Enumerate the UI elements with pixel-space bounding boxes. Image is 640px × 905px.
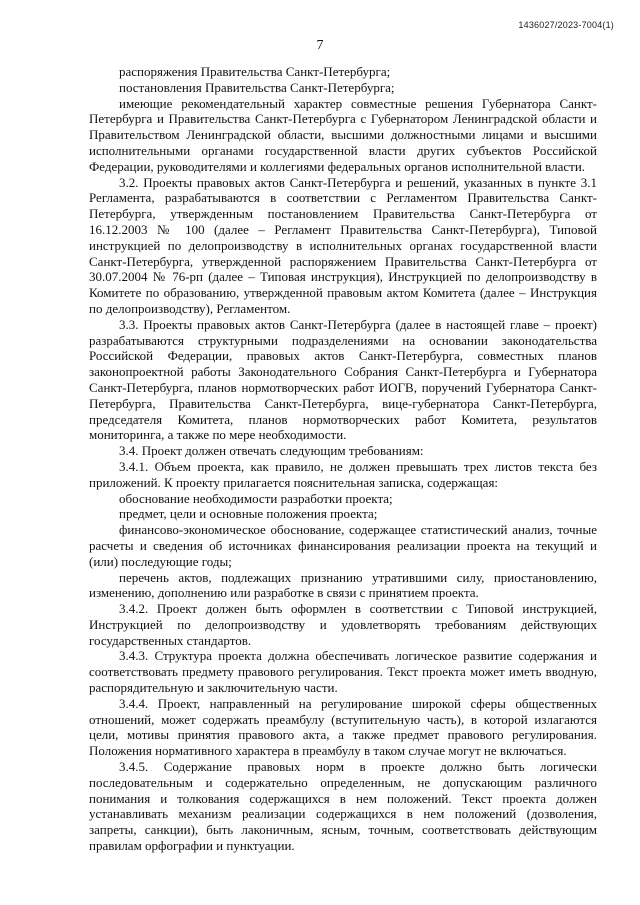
- paragraph: финансово-экономическое обоснование, содержащее статистический анализ, точные расчеты и сведения об источниках финансирования реализации проекта на текущий и (или) последующие годы;: [89, 522, 597, 569]
- paragraph: 3.3. Проекты правовых актов Санкт-Петербурга (далее в настоящей главе – проект) разрабатываются структурными подразделениями на основании законодательства Российской Федерации, правовых актов Санкт-Петербурга, совместных планов законопроектной работы Законодательного Собрания Санкт-Петербурга и Губернатора Санкт-Петербурга, планов нормотворческих работ ИОГВ, поручений Губернатора Санкт-Петербурга, Правительства Санкт-Петербурга, вице-губернатора Санкт-Петербурга, председателя Комитета, планов нормотворческих работ Комитета, результатов мониторинга, а также по мере необходимости.: [89, 316, 597, 443]
- paragraph: предмет, цели и основные положения проекта;: [119, 506, 378, 522]
- paragraph: 3.2. Проекты правовых актов Санкт-Петербурга и решений, указанных в пункте 3.1 Регламента, разрабатываются в соответствии с Регламентом Правительства Санкт-Петербурга, утвержденным постановлением Правительства Санкт-Петербурга от 16.12.2003 № 100 (далее – Регламент Правительства Санкт-Петербурга), Типовой инструкцией по делопроизводству в исполнительных органах государственной власти Санкт-Петербурга, утвержденной распоряжением Правительства Санкт-Петербурга от 30.07.2004 № 76-рп (далее – Типовая инструкция), Инструкцией по делопроизводству в Комитете по образованию, утвержденной правовым актом Комитета (далее – Инструкция по делопроизводству), Регламентом.: [89, 174, 597, 316]
- paragraph: перечень актов, подлежащих признанию утратившими силу, приостановлению, изменению, дополнению или разработке в связи с принятием проекта.: [89, 569, 597, 601]
- paragraph: имеющие рекомендательный характер совместные решения Губернатора Санкт-Петербурга и Правительства Санкт-Петербурга с Губернатором Ленинградской области и Правительством Ленинградской области, высшими должностными лицами и высшими исполнительными органами государственной власти других субъектов Российской Федерации, руководителями и коллегиями федеральных органов исполнительной власти.: [89, 95, 597, 174]
- paragraph: распоряжения Правительства Санкт-Петербурга;: [119, 64, 391, 79]
- document-body: [89, 64, 597, 854]
- paragraph: постановления Правительства Санкт-Петербурга;: [119, 79, 395, 95]
- paragraph: 3.4.1. Объем проекта, как правило, не должен превышать трех листов текста без приложений. К проекту прилагается пояснительная записка, содержащая:: [89, 458, 597, 490]
- paragraph: 3.4. Проект должен отвечать следующим требованиям:: [119, 443, 424, 459]
- paragraph: 3.4.4. Проект, направленный на регулирование широкой сферы общественных отношений, может содержать преамбулу (вступительную часть), в которой излагаются цели, мотивы принятия правового акта, а также предмет правового регулирования. Положения нормативного характера в преамбулу в таком случае могут не включаться.: [89, 695, 597, 759]
- paragraph: 3.4.3. Структура проекта должна обеспечивать логическое развитие содержания и соответствовать предмету правового регулирования. Текст проекта может иметь вводную, распорядительную и заключительную части.: [89, 648, 597, 696]
- document-id: 1436027/2023-7004(1): [518, 20, 614, 30]
- page-number: 7: [316, 38, 324, 53]
- paragraph: 3.4.2. Проект должен быть оформлен в соответствии с Типовой инструкцией, Инструкцией по делопроизводству и удовлетворять требованиям действующих государственных стандартов.: [89, 601, 597, 648]
- paragraph: 3.4.5. Содержание правовых норм в проекте должно быть логически последовательным и содержательно определенным, не допускающим различного понимания и толкования содержащихся в нем положений. Текст проекта должен устанавливать механизм реализации содержащихся в нем положений (дозволения, запреты, санкции), быть лаконичным, ясным, точным, соответствовать действующим правилам орфографии и пунктуации.: [89, 759, 597, 854]
- paragraph: обоснование необходимости разработки проекта;: [119, 490, 393, 506]
